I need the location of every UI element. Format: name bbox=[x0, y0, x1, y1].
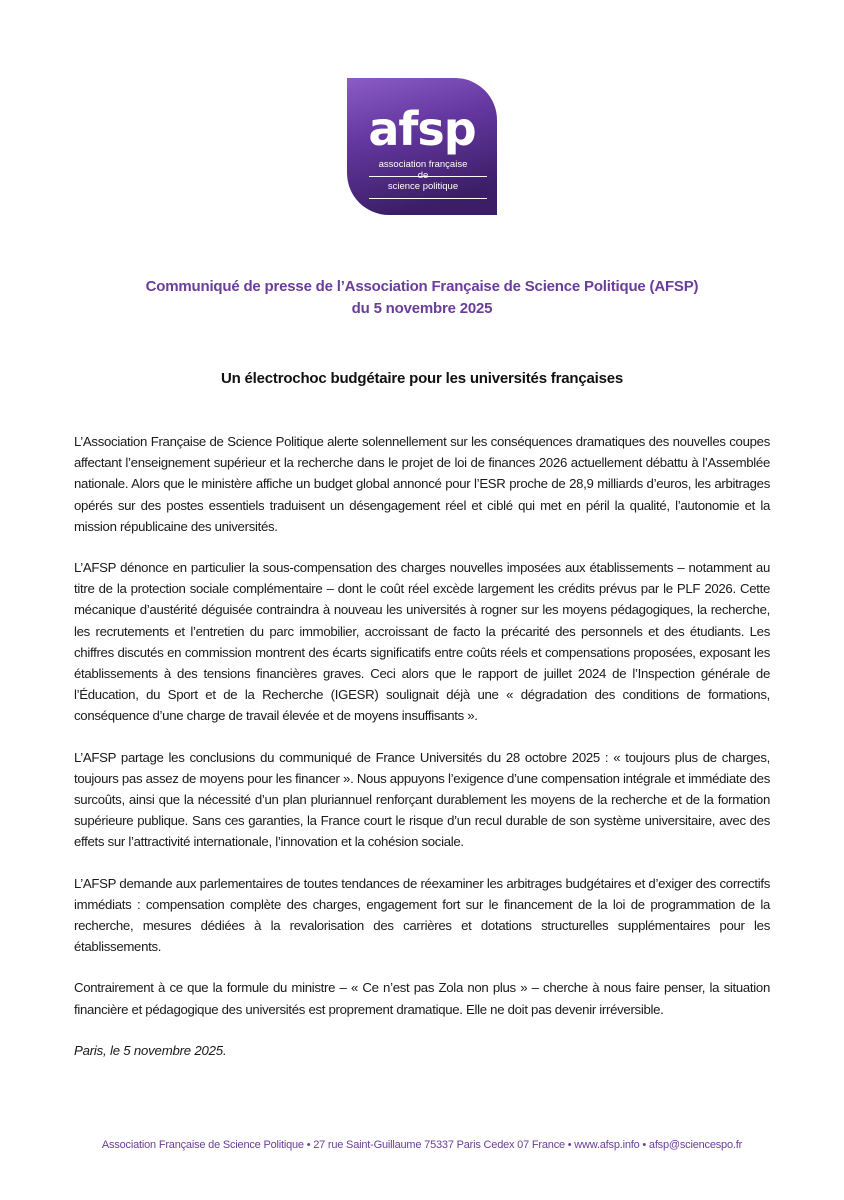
logo-wordmark: afsp bbox=[368, 102, 476, 156]
afsp-logo bbox=[347, 78, 497, 215]
paragraph: L’AFSP demande aux parlementaires de toutes tendances de réexaminer les arbitrages budgétaires et d’exiger des correctifs immédiats : compensation complète des charges, engagement fort sur le financement de la loi de programmation de la recherche, mesures dédiées à la revalorisation des carrières et dotations structurelles supplémentaires pour les établissements. bbox=[74, 875, 770, 955]
paragraph: L’AFSP dénonce en particulier la sous-compensation des charges nouvelles imposées aux établissements – notamment au titre de la protection sociale complémentaire – dont le coût réel excède largement les crédits prévus par le PLF 2026. Cette mécanique d’austérité déguisée contraindra à nouveau les universités à rogner sur les moyens pédagogiques, la recherche, les recrutements et l’entretien du parc immobilier, accroissant de facto la précarité des personnels et des étudiants. Les chiffres discutés en commission montrent des écarts significatifs entre coûts réels et compensations proposées, exposant les établissements à des tensions financières graves. Ceci alors que le rapport de juillet 2024 de l’Inspection générale de l’Éducation, du Sport et de la Recherche (IGESR) soulignait déjà une « dégradation des conditions de formations, conséquence d’une charge de travail élevée et de moyens insuffisants ». bbox=[74, 560, 770, 724]
logo-tagline-line3: science politique bbox=[387, 181, 459, 192]
press-release-title bbox=[0, 276, 844, 320]
paragraph: L’Association Française de Science Politique alerte solennellement sur les conséquences dramatiques des nouvelles coupes affectant l’enseignement supérieur et la recherche dans le projet de loi de finances 2026 actuellement débattu à l’Assemblée nationale. Alors que le ministère affiche un budget global annoncé pour l’ESR proche de 28,9 milliards d’euros, les arbitrages opérés sur des postes essentiels traduisent un désengagement réel et ciblé qui met en péril la qualité, l’autonomie et la mission républicaine des universités. bbox=[74, 434, 770, 534]
headline: Un électrochoc budgétaire pour les universités françaises bbox=[220, 370, 624, 387]
logo-tagline-line2: de bbox=[417, 170, 429, 181]
paragraph: Contrairement à ce que la formule du ministre – « Ce n’est pas Zola non plus » – cherche à nous faire penser, la situation financière et pédagogique des universités est proprement dramatique. Elle ne doit pas devenir irréversible. bbox=[74, 980, 770, 1017]
signoff-place-date: Paris, le 5 novembre 2025. bbox=[74, 1042, 227, 1058]
paragraph: L’AFSP partage les conclusions du communiqué de France Universités du 28 octobre 2025 : « toujours plus de charges, toujours pas assez de moyens pour les financer ». Nous appuyons l’exigence d’une compensation intégrale et immédiate des surcoûts, ainsi que la nécessité d’un plan pluriannuel renforçant durablement les moyens de la recherche et de la formation supérieure publique. Sans ces garanties, la France court le risque d’un recul durable de son système universitaire, avec des effets sur l’attractivité internationale, l’innovation et la cohésion sociale. bbox=[74, 749, 770, 850]
body-text bbox=[74, 431, 770, 1061]
footer-contact: Association Française de Science Politique • 27 rue Saint-Guillaume 75337 Paris Cedex 07 France • www.afsp.info • afsp@sciencespo.fr bbox=[101, 1139, 743, 1151]
press-title-date: du 5 novembre 2025 bbox=[351, 300, 493, 317]
logo-tagline-line1: association française bbox=[378, 159, 468, 170]
press-title-line1: Communiqué de presse de l’Association Française de Science Politique (AFSP) bbox=[145, 278, 699, 295]
logo-rule-bottom bbox=[369, 198, 487, 199]
